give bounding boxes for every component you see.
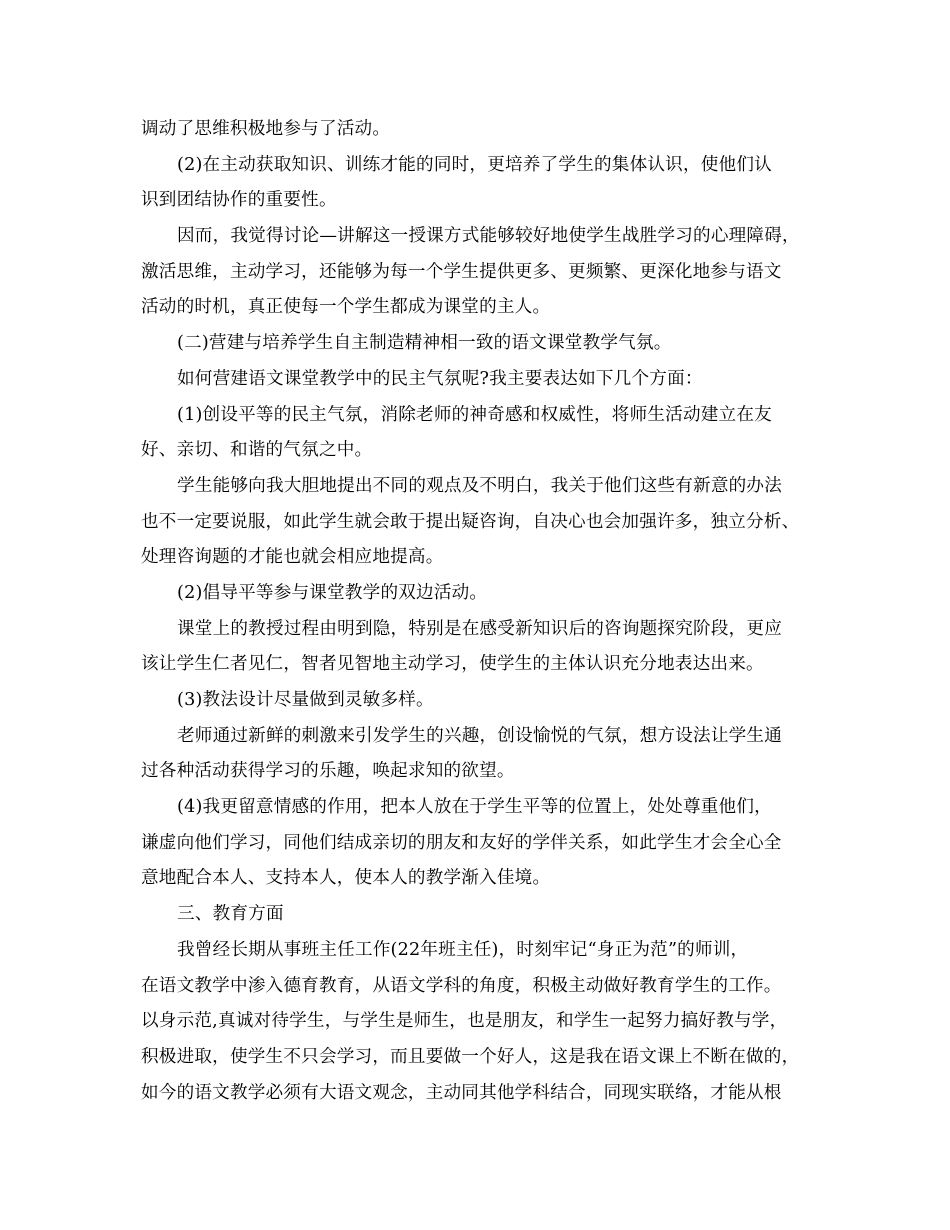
text-line: 我曾经长期从事班主任工作(22年班主任)，时刻牢记“身正为范”的师训， (177, 939, 749, 960)
text-line: 因而，我觉得讨论—讲解这一授课方式能够较好地使学生战胜学习的心理障碍， (177, 226, 800, 247)
text-line: 如何营建语文课堂教学中的民主气氛呢?我主要表达如下几个方面： (177, 368, 703, 389)
text-line: 也不一定要说服，如此学生就会敢于提出疑咨询，自决心也会加强许多，独立分析、 (141, 511, 800, 532)
text-line: 处理咨询题的才能也就会相应地提高。 (141, 547, 444, 568)
text-line: (2)倡导平等参与课堂教学的双边活动。 (177, 582, 488, 603)
text-line: 积极进取，使学生不只会学习，而且要做一个好人，这是我在语文课上不断在做的， (141, 1046, 800, 1067)
text-line: 学生能够向我大胆地提出不同的观点及不明白，我关于他们这些有新意的办法 (177, 475, 782, 496)
text-line: 识到团结协作的重要性。 (141, 190, 337, 211)
text-line: 意地配合本人、支持本人，使本人的教学渐入佳境。 (141, 868, 551, 889)
text-line: 活动的时机，真正使每一个学生都成为课堂的主人。 (141, 297, 551, 318)
text-line: 谦虚向他们学习，同他们结成亲切的朋友和友好的学伴关系，如此学生才会全心全 (141, 832, 782, 853)
document-body (141, 112, 825, 1111)
text-line: 调动了思维积极地参与了活动。 (141, 119, 391, 139)
text-line: 课堂上的教授过程由明到隐，特别是在感受新知识后的咨询题探究阶段，更应 (177, 618, 782, 639)
text-line: (3)教法设计尽量做到灵敏多样。 (177, 690, 434, 710)
text-line: 在语文教学中渗入德育教育，从语文学科的角度，积极主动做好教育学生的工作。 (141, 975, 782, 996)
text-line: 以身示范,真诚对待学生，与学生是师生，也是朋友，和学生一起努力搞好教与学， (141, 1011, 788, 1032)
text-line: 过各种活动获得学习的乐趣，唤起求知的欲望。 (141, 761, 515, 782)
text-line: 该让学生仁者见仁，智者见智地主动学习，使学生的主体认识充分地表达出来。 (141, 654, 764, 675)
section-heading: (二)营建与培养学生自主制造精神相一致的语文课堂教学气氛。 (177, 333, 672, 354)
section-heading: 三、教育方面 (177, 904, 284, 925)
text-line: 好、亲切、和谐的气氛之中。 (141, 440, 373, 461)
text-line: 老师通过新鲜的刺激来引发学生的兴趣，创设愉悦的气氛，想方设法让学生通 (177, 725, 782, 746)
text-line: (2)在主动获取知识、训练才能的同时，更培养了学生的集体认识，使他们认 (177, 154, 772, 175)
text-line: (4)我更留意情感的作用，把本人放在于学生平等的位置上，处处尊重他们， (177, 797, 772, 818)
text-line: (1)创设平等的民主气氛，消除老师的神奇感和权威性，将师生活动建立在友 (177, 404, 772, 425)
text-line: 如今的语文教学必须有大语文观念，主动同其他学科结合，同现实联络，才能从根 (141, 1082, 782, 1103)
text-line: 激活思维，主动学习，还能够为每一个学生提供更多、更频繁、更深化地参与语文 (141, 261, 782, 282)
